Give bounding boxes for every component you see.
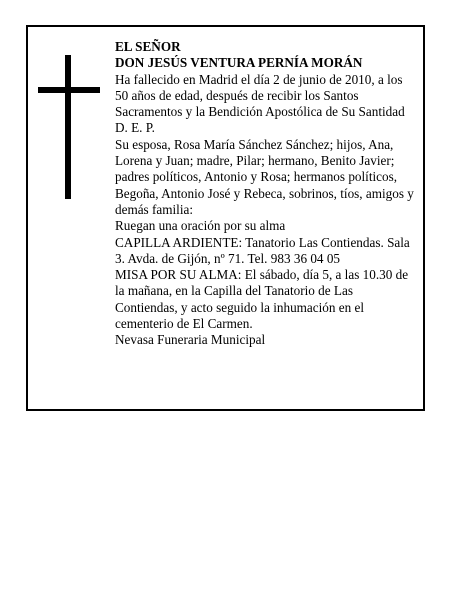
- notice-heading: EL SEÑOR: [115, 39, 181, 54]
- death-announcement: Ha fallecido en Madrid el día 2 de junio de 2010, a los 50 años de edad, después de recibir los Santos Sacramentos y la Bendición Apostólica de Su Santidad: [115, 71, 405, 120]
- cross-vertical-bar: [65, 55, 71, 199]
- deceased-name: DON JESÚS VENTURA PERNÍA MORÁN: [115, 55, 363, 71]
- notice-text: [115, 39, 418, 349]
- funeral-home: Nevasa Funeraria Municipal: [115, 332, 266, 348]
- family-list: Su esposa, Rosa María Sánchez Sánchez; hijos, Ana, Lorena y Juan; madre, Pilar; hermano, Benito Javier; padres políticos, Antonio y Rosa; hermanos políticos, Begoña, Antonio José y Rebeca, sobrinos, tíos, amigos y demás familia:: [115, 136, 414, 217]
- prayer-request: Ruegan una oración por su alma: [115, 218, 286, 234]
- chapel-info: CAPILLA ARDIENTE: Tanatorio Las Contiendas. Sala 3. Avda. de Gijón, nº 71. Tel. 983 36 04 05: [115, 234, 410, 266]
- obituary-notice: [26, 25, 425, 411]
- rest-in-peace: D. E. P.: [115, 120, 155, 136]
- mass-info: MISA POR SU ALMA: El sábado, día 5, a las 10.30 de la mañana, en la Capilla del Tanatorio de Las Contiendas, y acto seguido la inhumación en el cementerio de El Carmen.: [115, 267, 409, 332]
- cross-icon: [38, 55, 100, 199]
- cross-horizontal-bar: [38, 87, 100, 93]
